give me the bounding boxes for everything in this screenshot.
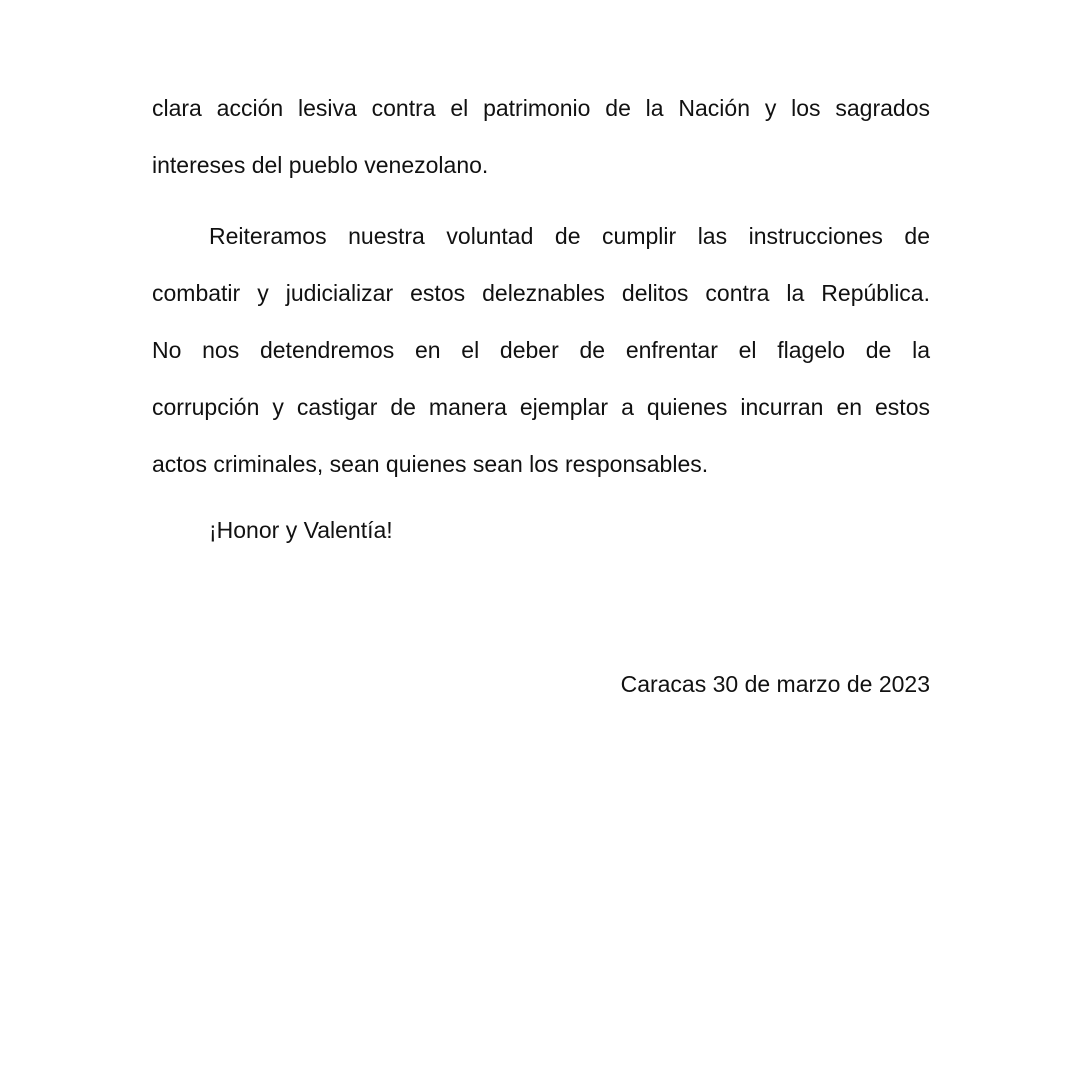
dateline-text: Caracas 30 de marzo de 2023 — [620, 671, 930, 697]
paragraph-line: intereses del pueblo venezolano. — [152, 152, 489, 178]
paragraph-line: clara acción lesiva contra el patrimonio de la Nación y los sagrados — [152, 95, 930, 121]
paragraph-line: No nos detendremos en el deber de enfrentar el flagelo de la — [152, 337, 930, 363]
salute-line — [152, 502, 930, 559]
paragraph-line: Reiteramos nuestra voluntad de cumplir las instrucciones de — [209, 223, 930, 249]
paragraph-line: corrupción y castigar de manera ejemplar a quienes incurran en estos — [152, 394, 930, 420]
paragraph-continuation — [152, 80, 930, 194]
paragraph-main — [152, 208, 930, 493]
paragraph-line: combatir y judicializar estos deleznables delitos contra la República. — [152, 280, 930, 306]
dateline — [152, 656, 930, 713]
salute-text: ¡Honor y Valentía! — [209, 517, 393, 543]
paragraph-line: actos criminales, sean quienes sean los responsables. — [152, 451, 709, 477]
document-body — [152, 80, 930, 713]
